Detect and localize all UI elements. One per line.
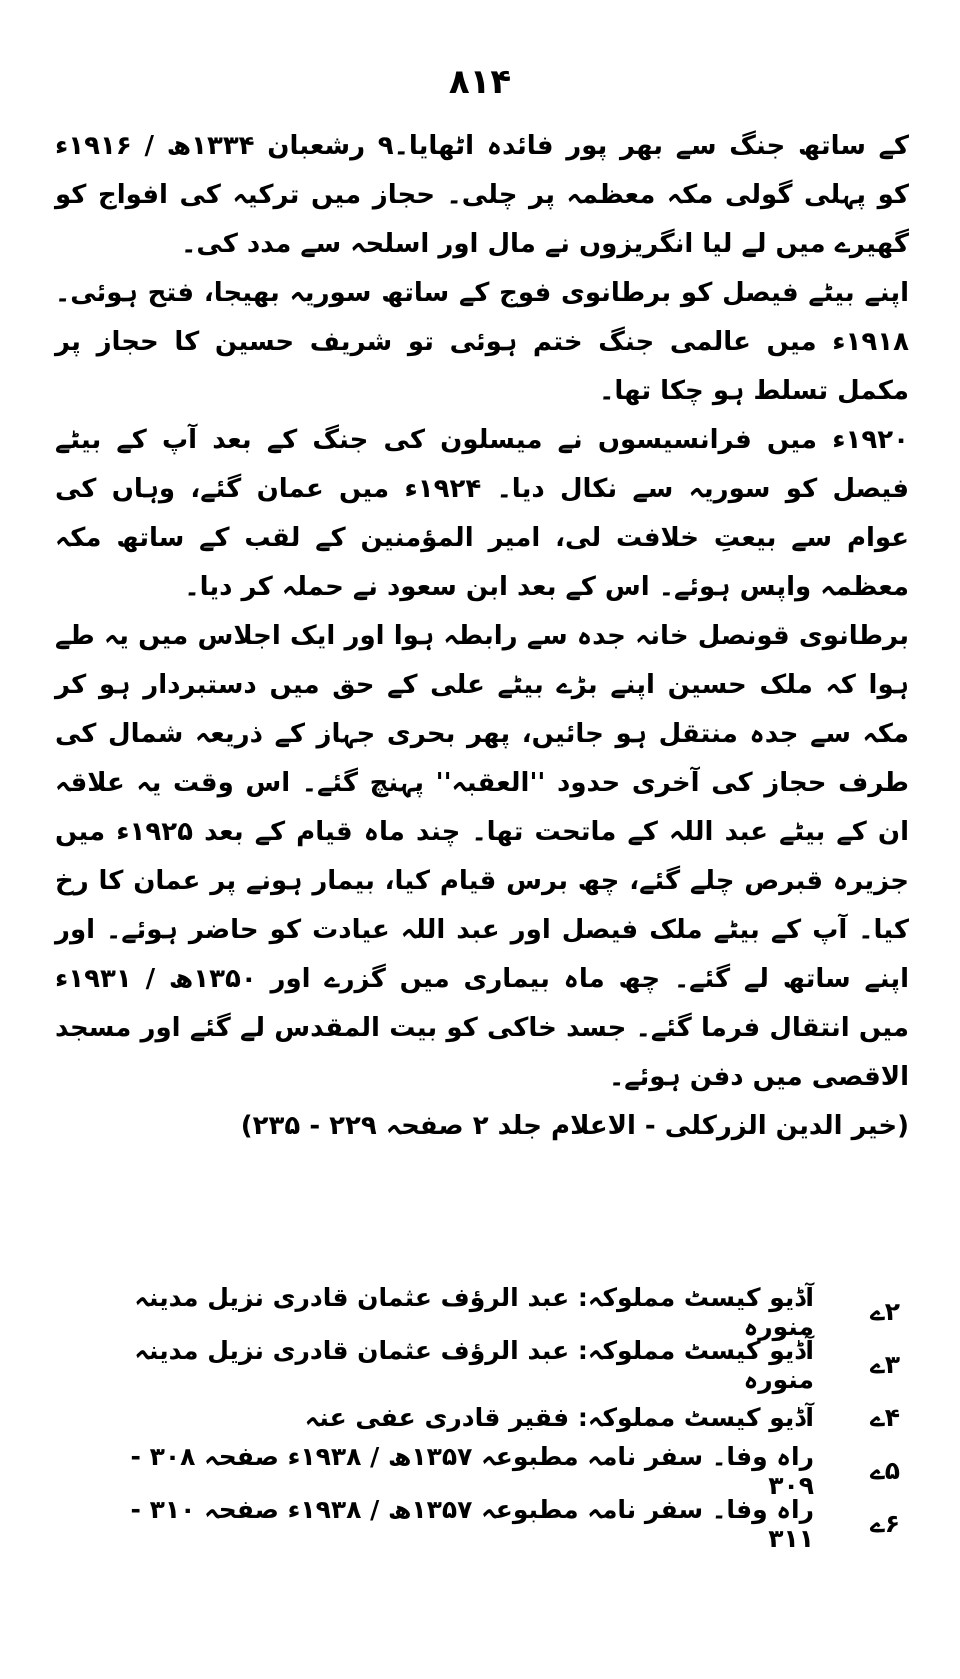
footnote-text: آڈیو کیسٹ مملوکہ: عبد الرؤف عثمان قادری نزیل مدینہ منورہ — [134, 1335, 814, 1394]
footnote-marker: ۲ے — [870, 1297, 900, 1326]
paragraph: برطانوی قونصل خانہ جدہ سے رابطہ ہوا اور ایک اجلاس میں یہ طے ہوا کہ ملک حسین اپنے بڑے بیٹے علی کے حق میں دستبردار ہو کر مکہ سے جدہ منتقل ہو جائیں، پھر بحری جہاز کے ذریعہ شمال کی طرف حجاز کی آخری حدود ''العقبہ'' پہنچ گئے۔ اس وقت یہ علاقہ ان کے بیٹے عبد اللہ کے ماتحت تھا۔ چند ماہ قیام کے بعد ۱۹۲۵ء میں جزیرہ قبرص چلے گئے، چھ برس قیام کیا، بیمار ہونے پر عمان کا رخ کیا۔ آپ کے بیٹے ملک فیصل اور عبد اللہ عیادت کو حاضر ہوئے۔ اور اپنے ساتھ لے گئے۔ چھ ماہ بیماری میں گزرے اور ۱۳۵۰ھ / ۱۹۳۱ء میں انتقال فرما گئے۔ جسد خاکی کو بیت المقدس لے گئے اور مسجد الاقصی میں دفن ہوئے۔ — [55, 621, 910, 1092]
footnotes — [90, 1282, 900, 1553]
footnote — [90, 1282, 900, 1341]
page-number: ۸۱۴ — [448, 62, 512, 102]
footnote-text: راہ وفا۔ سفر نامہ مطبوعہ ۱۳۵۷ھ / ۱۹۳۸ء صفحہ ۳۱۰ - ۳۱۱ — [130, 1494, 814, 1553]
body-text — [55, 122, 909, 1151]
footnote-marker: ۶ے — [870, 1509, 900, 1538]
footnote-text: آڈیو کیسٹ مملوکہ: فقیر قادری عفی عنہ — [304, 1403, 814, 1432]
footnote — [90, 1441, 900, 1500]
paragraph: کے ساتھ جنگ سے بھر پور فائدہ اٹھایا۔۹ رشعبان ۱۳۳۴ھ / ۱۹۱۶ء کو پہلی گولی مکہ معظمہ پر چلی۔ حجاز میں ترکیہ کی افواج کو گھیرے میں لے لیا انگریزوں نے مال اور اسلحہ سے مدد کی۔ — [55, 131, 909, 259]
footnote — [90, 1391, 900, 1444]
footnote — [90, 1494, 900, 1553]
citation: (خیر الدین الزرکلی - الاعلام جلد ۲ صفحہ ۲۲۹ - ۲۳۵) — [240, 1111, 909, 1141]
paragraph: اپنے بیٹے فیصل کو برطانوی فوج کے ساتھ سوریہ بھیجا، فتح ہوئی۔ ۱۹۱۸ء میں عالمی جنگ ختم ہوئی تو شریف حسین کا حجاز پر مکمل تسلط ہو چکا تھا۔ — [55, 278, 909, 406]
footnote-marker: ۳ے — [870, 1350, 900, 1379]
footnote-marker: ۴ے — [870, 1403, 900, 1432]
footnote — [90, 1335, 900, 1394]
footnote-text: راہ وفا۔ سفر نامہ مطبوعہ ۱۳۵۷ھ / ۱۹۳۸ء صفحہ ۳۰۸ - ۳۰۹ — [130, 1441, 814, 1500]
paragraph: ۱۹۲۰ء میں فرانسیسوں نے میسلون کی جنگ کے بعد آپ کے بیٹے فیصل کو سوریہ سے نکال دیا۔ ۱۹۲۴ء میں عمان گئے، وہاں کی عوام سے بیعتِ خلافت لی، امیر المؤمنین کے لقب کے ساتھ مکہ معظمہ واپس ہوئے۔ اس کے بعد ابن سعود نے حملہ کر دیا۔ — [55, 425, 909, 602]
footnote-marker: ۵ے — [870, 1456, 900, 1485]
footnote-text: آڈیو کیسٹ مملوکہ: عبد الرؤف عثمان قادری نزیل مدینہ منورہ — [134, 1282, 814, 1341]
